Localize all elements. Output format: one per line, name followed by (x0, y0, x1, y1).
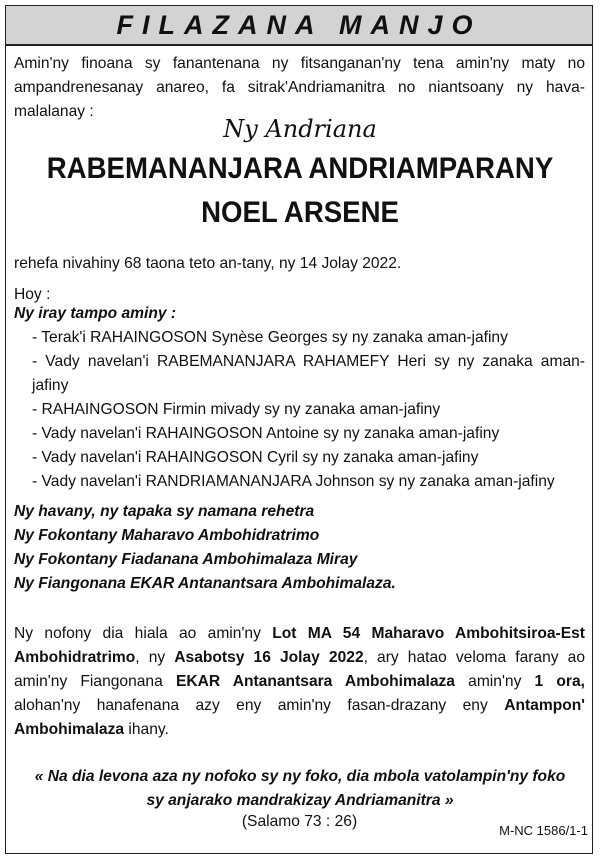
burial-location: Lot MA 54 Maharavo Ambohitsiroa-Est Ambohidratrimo (14, 625, 585, 666)
burial-date: Asabotsy 16 Jolay 2022 (174, 649, 364, 666)
list-item: - Terak'i RAHAINGOSON Synèse Georges sy ny zanaka aman-jafiny (32, 329, 508, 346)
burial-paragraph (14, 622, 585, 742)
family-list (14, 326, 585, 494)
list-item: - Vady navelan'i RABEMANANJARA RAHAMEFY Heri sy ny zanaka aman-jafiny (32, 353, 585, 394)
family-heading: Ny iray tampo aminy : (14, 305, 177, 322)
church-name: EKAR Antanantsara Ambohimalaza (175, 673, 455, 690)
burial-text: , ny (135, 649, 175, 666)
hoy-label: Hoy : (14, 286, 51, 303)
bible-quote: « Na dia levona aza ny nofoko sy ny foko, dia mbola vatolampin'ny foko sy anjarako mandrakizay Andriamanitra » (34, 768, 566, 809)
notice-reference: M-NC 1586/1-1 (499, 823, 588, 838)
list-item: - Vady navelan'i RAHAINGOSON Cyril sy ny zanaka aman-jafiny (32, 449, 479, 466)
notice-header (6, 6, 592, 46)
burial-text: , ary hatao veloma farany ao amin'ny Fiangonana (14, 649, 585, 690)
deceased-name-line2: NOEL ARSENE (201, 196, 399, 229)
notice-title: FILAZANA MANJO (116, 9, 482, 40)
death-statement: rehefa nivahiny 68 taona teto an-tany, ny 14 Jolay 2022. (14, 255, 402, 272)
burial-text: ihany. (124, 721, 169, 738)
list-item: - RAHAINGOSON Firmin mivady sy ny zanaka aman-jafiny (32, 401, 441, 418)
quote-reference: (Salamo 73 : 26) (241, 813, 358, 830)
group-line: Ny Fokontany Fiadanana Ambohimalaza Miray (14, 551, 358, 568)
list-item: - Vady navelan'i RANDRIAMANANJARA Johnson sy ny zanaka aman-jafiny (32, 473, 555, 490)
groups-list (14, 500, 585, 596)
deceased-name-line1: RABEMANANJARA ANDRIAMPARANY (46, 152, 554, 185)
burial-text: Ny nofony dia hiala ao amin'ny (14, 625, 273, 642)
list-item: - Vady navelan'i RAHAINGOSON Antoine sy ny zanaka aman-jafiny (32, 425, 500, 442)
burial-text: amin'ny (454, 673, 535, 690)
burial-time: 1 ora, (534, 673, 585, 690)
group-line: Ny Fiangonana EKAR Antanantsara Ambohimalaza. (14, 575, 396, 592)
group-line: Ny Fokontany Maharavo Ambohidratrimo (14, 527, 320, 544)
group-line: Ny havany, ny tapaka sy namana rehetra (14, 503, 315, 520)
burial-text: alohan'ny hanafenana azy eny amin'ny fasan-drazany eny (14, 697, 505, 714)
honorific: Ny Andriana (223, 115, 377, 143)
tomb-location: Antampon' Ambohimalaza (14, 697, 585, 738)
intro-paragraph: Amin'ny finoana sy fanantenana ny fitsanganan'ny tena amin'ny maty no ampandrenesanay anareo, fa sitrak'Andriamanitra no niantsoany ny hava-malalanay : (14, 55, 585, 120)
